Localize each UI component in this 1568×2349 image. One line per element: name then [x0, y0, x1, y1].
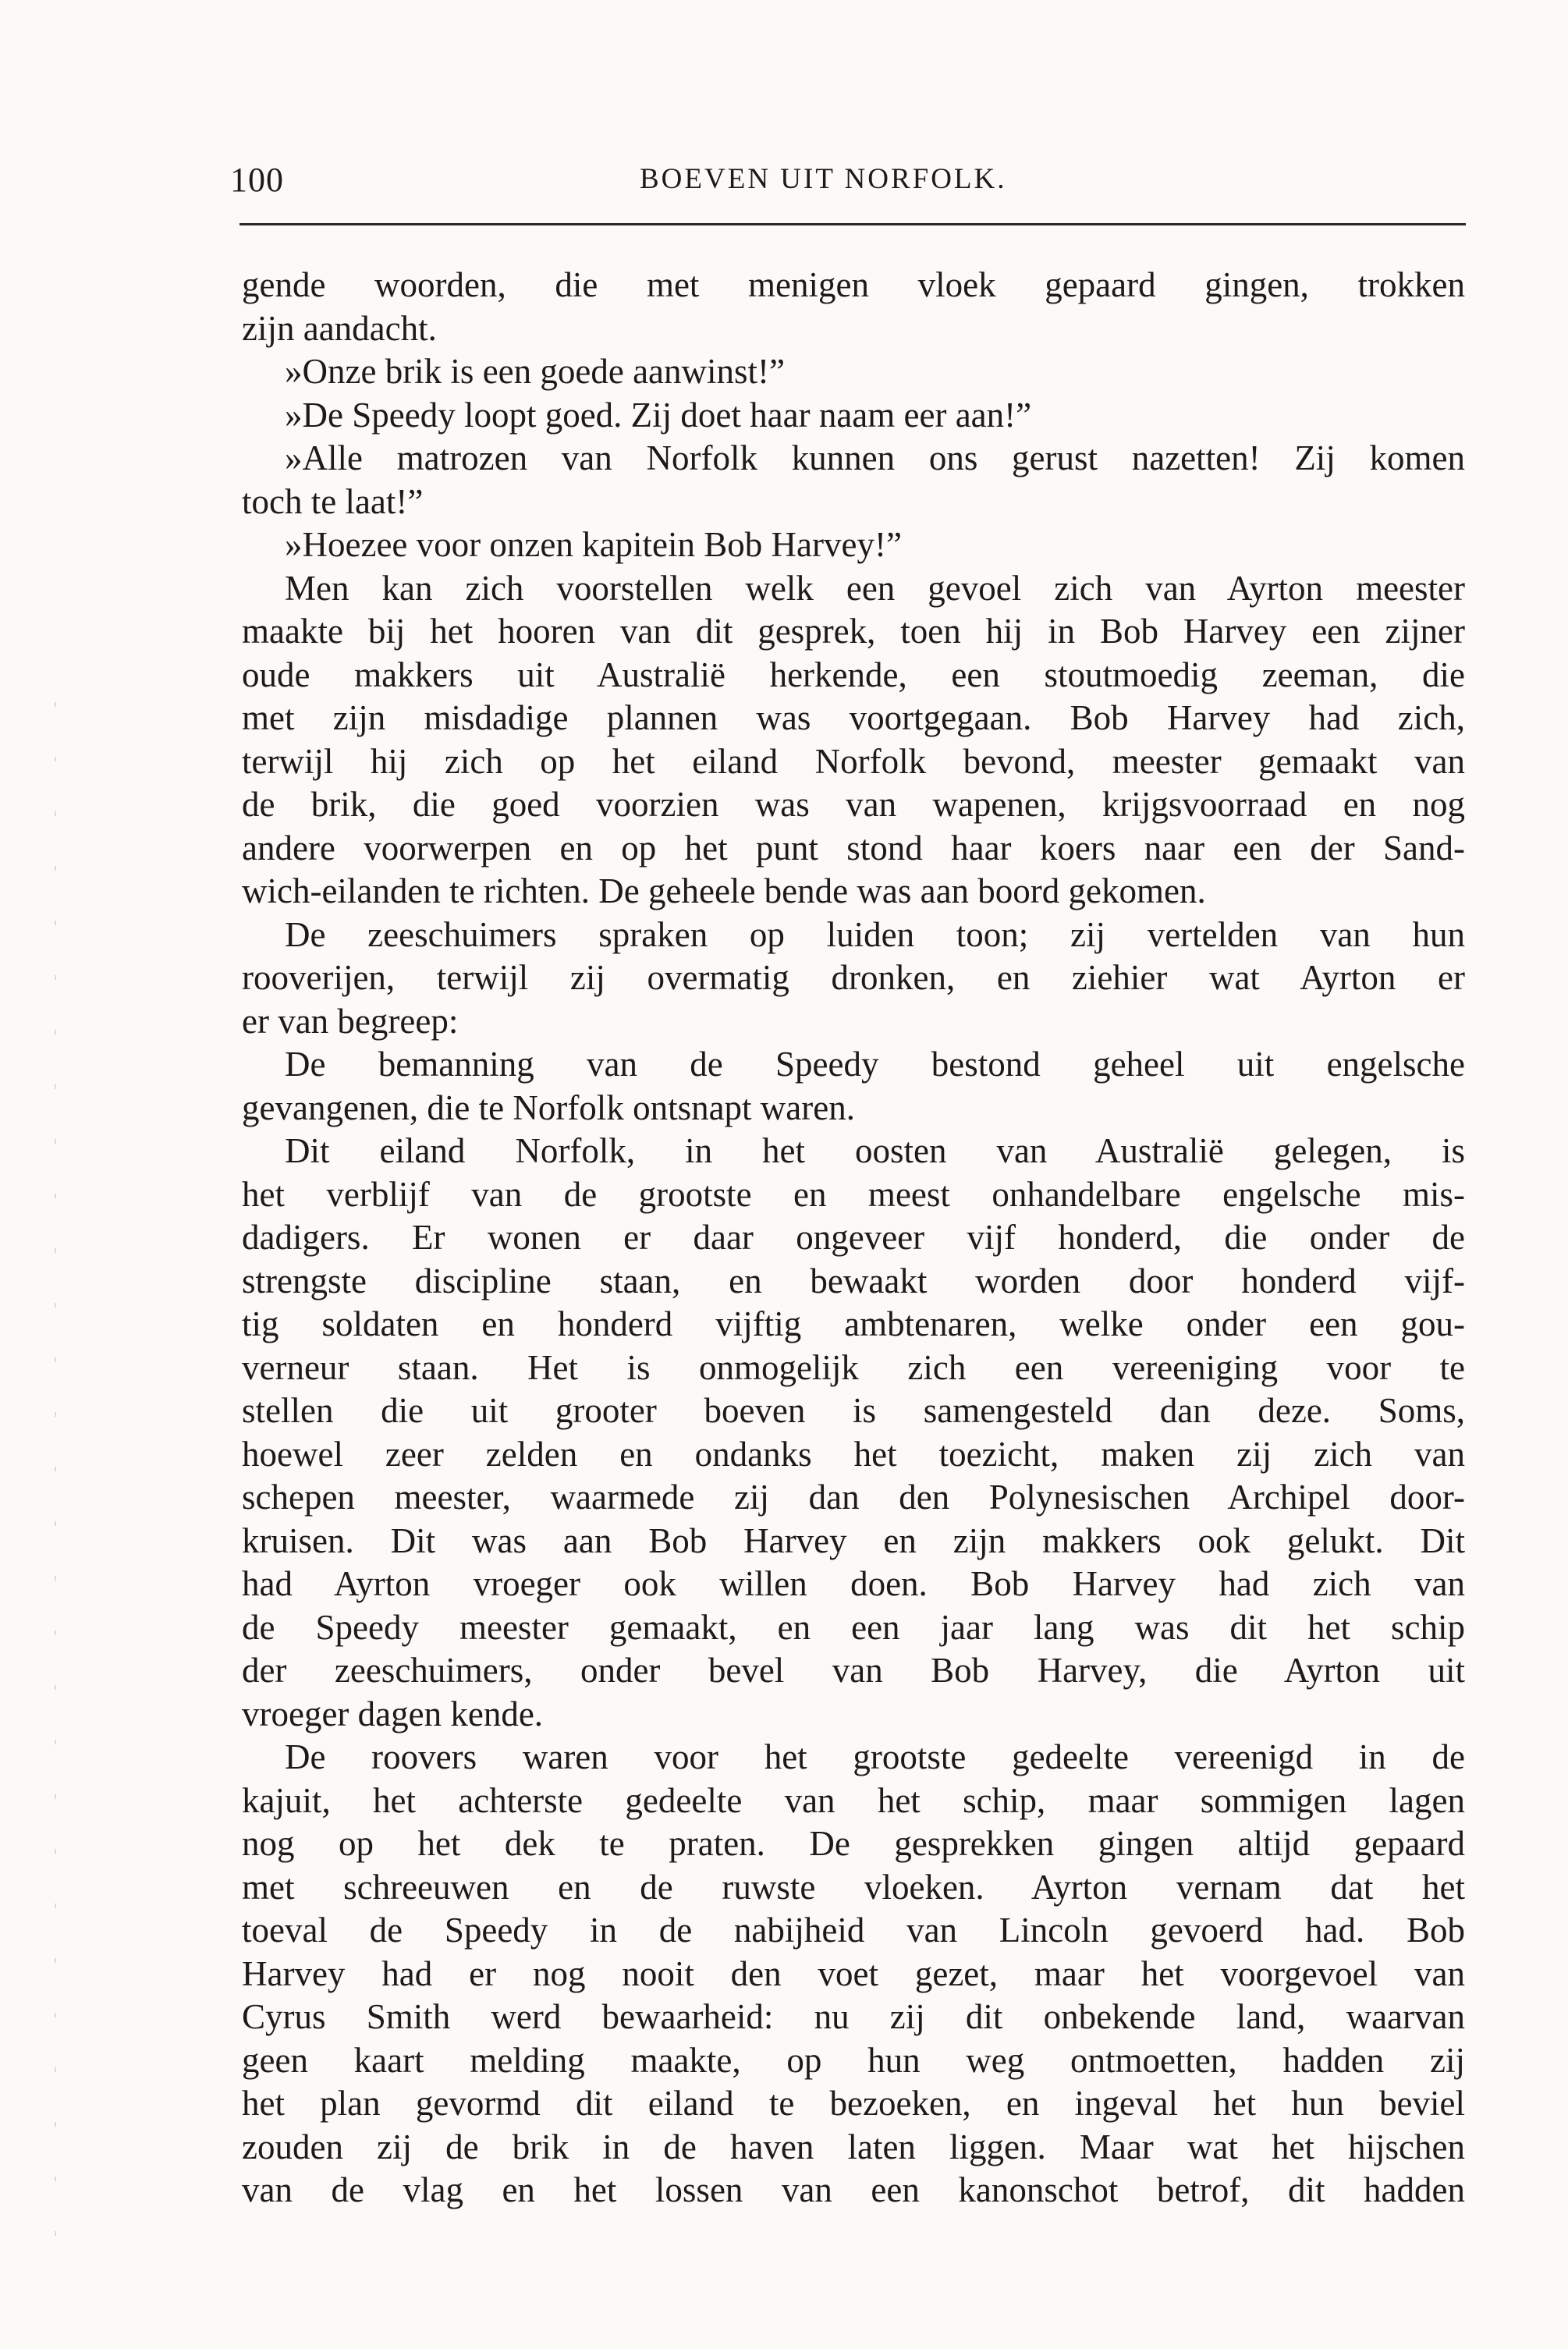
text-line: de brik, die goed voorzien was van wapenen, krijgsvoorraad en nog	[242, 785, 1465, 824]
scan-margin-specks	[55, 702, 56, 2262]
page-number: 100	[230, 161, 284, 199]
text-line: het plan gevormd dit eiland te bezoeken, en ingeval het hun beviel	[242, 2084, 1465, 2123]
text-line: het verblijf van de grootste en meest onhandelbare engelsche mis-	[242, 1174, 1465, 1214]
text-line: rooverijen, terwijl zij overmatig dronken, en ziehier wat Ayrton er	[242, 958, 1465, 997]
text-line: met schreeuwen en de ruwste vloeken. Ayrton vernam dat het	[242, 1867, 1465, 1907]
text-line: wich-eilanden te richten. De geheele bende was aan boord gekomen.	[242, 871, 1206, 910]
text-line: »Hoezee voor onzen kapitein Bob Harvey!”	[285, 525, 902, 564]
text-line: dadigers. Er wonen er daar ongeveer vijf honderd, die onder de	[242, 1218, 1465, 1257]
text-line: kruisen. Dit was aan Bob Harvey en zijn makkers ook gelukt. Dit	[242, 1520, 1465, 1560]
text-line: toch te laat!”	[242, 481, 424, 521]
text-line: Men kan zich voorstellen welk een gevoel zich van Ayrton meester	[285, 568, 1465, 608]
text-line: er van begreep:	[242, 1001, 459, 1041]
text-line: der zeeschuimers, onder bevel van Bob Harvey, die Ayrton uit	[242, 1651, 1465, 1690]
text-line: De bemanning van de Speedy bestond geheel uit engelsche	[285, 1045, 1465, 1084]
running-title: BOEVEN UIT NORFOLK.	[640, 163, 1007, 195]
text-line: vroeger dagen kende.	[242, 1694, 544, 1733]
text-line: strengste discipline staan, en bewaakt worden door honderd vijf-	[242, 1261, 1465, 1300]
text-line: tig soldaten en honderd vijftig ambtenaren, welke onder een gou-	[242, 1304, 1465, 1343]
text-line: van de vlag en het lossen van een kanonschot betrof, dit hadden	[242, 2170, 1465, 2209]
text-line: zouden zij de brik in de haven laten liggen. Maar wat het hijschen	[242, 2127, 1465, 2166]
text-line: De roovers waren voor het grootste gedeelte vereenigd in de	[285, 1737, 1465, 1776]
text-line: gende woorden, die met menigen vloek gepaard gingen, trokken	[242, 265, 1465, 304]
text-line: »Onze brik is een goede aanwinst!”	[285, 352, 786, 391]
text-line: nog op het dek te praten. De gesprekken gingen altijd gepaard	[242, 1824, 1465, 1863]
text-line: had Ayrton vroeger ook willen doen. Bob Harvey had zich van	[242, 1564, 1465, 1603]
text-line: hoewel zeer zelden en ondanks het toezicht, maken zij zich van	[242, 1434, 1465, 1474]
text-line: terwijl hij zich op het eiland Norfolk bevond, meester gemaakt van	[242, 741, 1465, 781]
body-text	[242, 264, 1465, 2212]
text-line: oude makkers uit Australië herkende, een stoutmoedig zeeman, die	[242, 655, 1465, 694]
text-line: Dit eiland Norfolk, in het oosten van Australië gelegen, is	[285, 1131, 1465, 1170]
text-line: Harvey had er nog nooit den voet gezet, maar het voorgevoel van	[242, 1953, 1465, 1993]
text-line: met zijn misdadige plannen was voortgegaan. Bob Harvey had zich,	[242, 698, 1465, 737]
text-line: gevangenen, die te Norfolk ontsnapt waren.	[242, 1088, 855, 1127]
text-line: De zeeschuimers spraken op luiden toon; zij vertelden van hun	[285, 914, 1465, 954]
text-line: »Alle matrozen van Norfolk kunnen ons gerust nazetten! Zij komen	[285, 438, 1465, 477]
text-line: schepen meester, waarmede zij dan den Polynesischen Archipel door-	[242, 1478, 1465, 1517]
text-line: stellen die uit grooter boeven is samengesteld dan deze. Soms,	[242, 1391, 1465, 1430]
text-line: toeval de Speedy in de nabijheid van Lincoln gevoerd had. Bob	[242, 1911, 1465, 1950]
text-line: andere voorwerpen en op het punt stond haar koers naar een der Sand-	[242, 828, 1465, 868]
text-line: kajuit, het achterste gedeelte van het schip, maar sommigen lagen	[242, 1780, 1465, 1820]
text-line: maakte bij het hooren van dit gesprek, toen hij in Bob Harvey een zijner	[242, 612, 1465, 651]
text-line: de Speedy meester gemaakt, en een jaar lang was dit het schip	[242, 1607, 1465, 1647]
text-line: Cyrus Smith werd bewaarheid: nu zij dit onbekende land, waarvan	[242, 1997, 1465, 2036]
text-line: »De Speedy loopt goed. Zij doet haar naam eer aan!”	[285, 395, 1032, 435]
text-line: geen kaart melding maakte, op hun weg ontmoetten, hadden zij	[242, 2040, 1465, 2080]
text-line: verneur staan. Het is onmogelijk zich een vereeniging voor te	[242, 1347, 1465, 1387]
header-rule	[239, 223, 1466, 225]
text-line: zijn aandacht.	[242, 308, 437, 348]
